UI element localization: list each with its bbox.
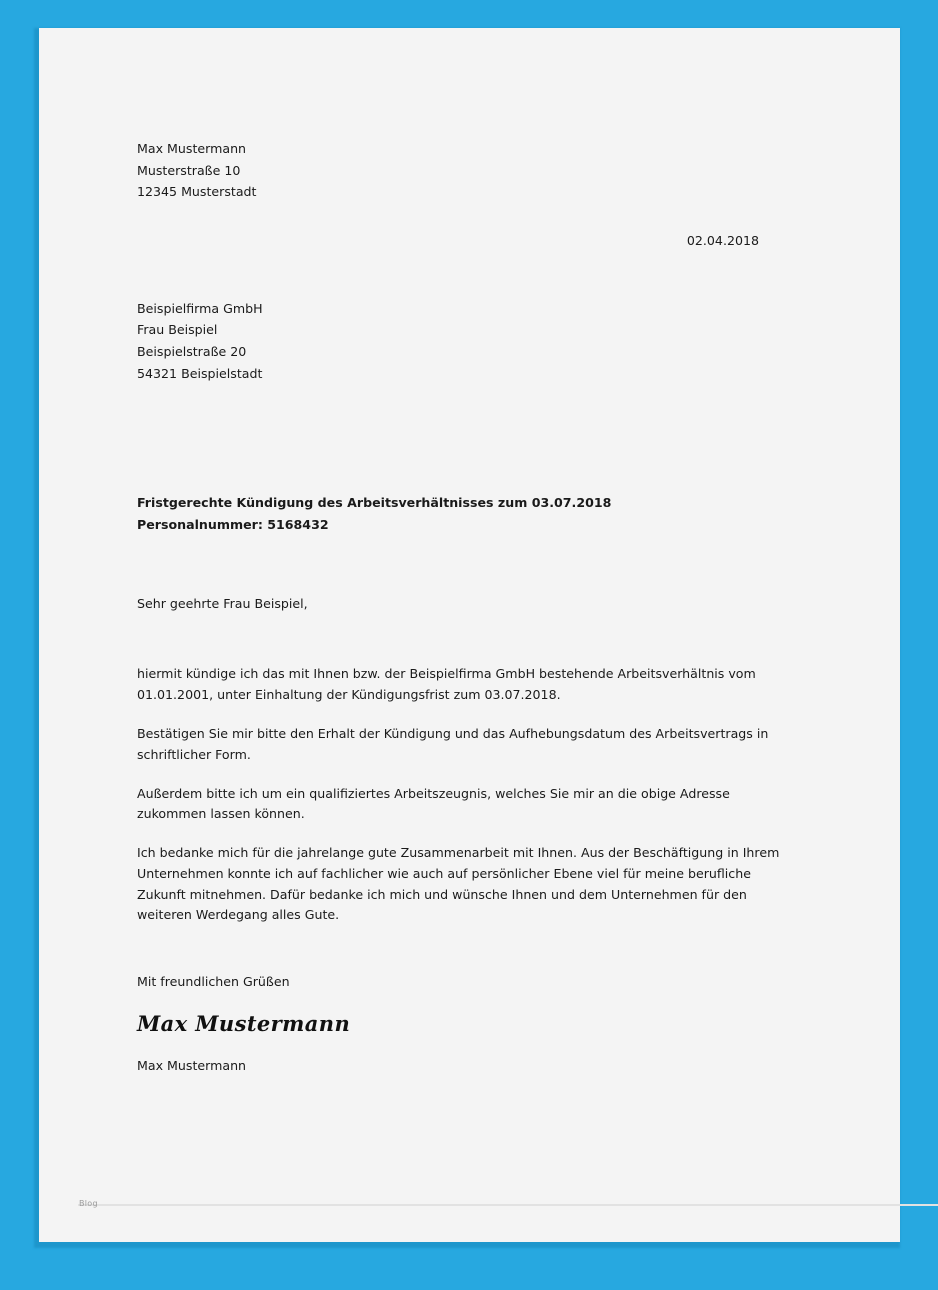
letter-paper	[39, 28, 900, 1242]
salutation: Sehr geehrte Frau Beispiel,	[137, 595, 308, 611]
recipient-city: 54321 Beispielstadt	[137, 365, 263, 381]
recipient-company: Beispielfirma GmbH	[137, 300, 263, 316]
footer-watermark: Blog	[79, 1199, 98, 1208]
sender-address-block	[137, 138, 797, 203]
recipient-street: Beispielstraße 20	[137, 344, 247, 360]
recipient-address-block	[137, 298, 797, 385]
sender-city: 12345 Musterstadt	[137, 184, 257, 200]
body-paragraph-4: Ich bedanke mich für die jahrelange gute Zusammenarbeit mit Ihnen. Aus der Beschäftigung in Ihrem Unternehmen konnte ich auf fachlicher wie auch auf persönlicher Ebene viel für meine berufliche Zukunft mitnehmen. Dafür bedanke ich mich und wünsche Ihnen und dem Unternehmen für den weiteren Werdegang alles Gute.	[137, 845, 780, 923]
signed-name: Max Mustermann	[137, 1057, 247, 1073]
body-paragraph-3: Außerdem bitte ich um ein qualifiziertes Arbeitszeugnis, welches Sie mir an die obige Adresse zukommen lassen können.	[137, 785, 730, 822]
sender-name: Max Mustermann	[137, 141, 247, 156]
body-paragraph-1: hiermit kündige ich das mit Ihnen bzw. der Beispielfirma GmbH bestehende Arbeitsverhältnis vom 01.01.2001, unter Einhaltung der Kündigungsfrist zum 03.07.2018.	[137, 666, 756, 703]
letter-content	[137, 138, 797, 1076]
sender-street: Musterstraße 10	[137, 162, 241, 178]
closing-phrase: Mit freundlichen Grüßen	[137, 974, 290, 990]
paper-surface	[39, 28, 900, 1242]
recipient-contact: Frau Beispiel	[137, 322, 218, 338]
handwritten-signature: Max Mustermann	[137, 1010, 351, 1036]
personnel-number: Personalnummer: 5168432	[137, 517, 329, 533]
letter-date: 02.04.2018	[686, 232, 759, 248]
page-footer-divider	[78, 1204, 938, 1206]
body-paragraph-2: Bestätigen Sie mir bitte den Erhalt der Kündigung und das Aufhebungsdatum des Arbeitsvertrags in schriftlicher Form.	[137, 725, 769, 762]
subject-block	[137, 492, 797, 535]
subject-line: Fristgerechte Kündigung des Arbeitsverhältnisses zum 03.07.2018	[137, 495, 612, 511]
